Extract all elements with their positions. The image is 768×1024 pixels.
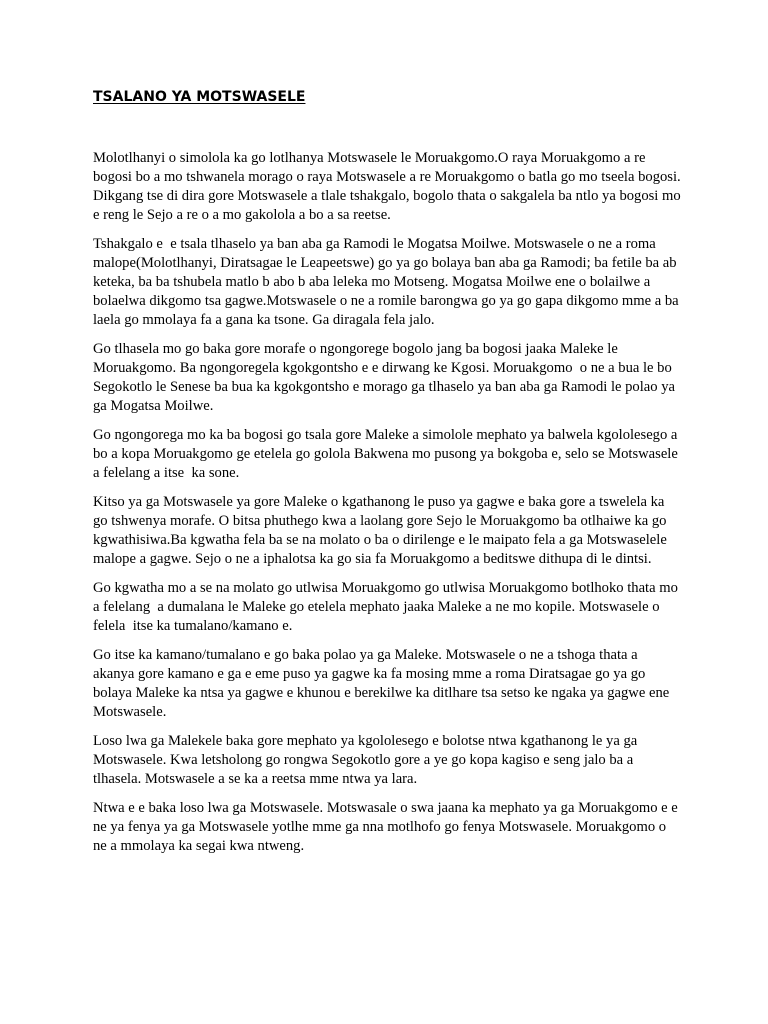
paragraph-2: Tshakgalo e e tsala tlhaselo ya ban aba ga Ramodi le Mogatsa Moilwe. Motswasele o ne a roma malope(Molotlhanyi, Diratsagae le Leapeetswe) go ya go bolaya ban aba ga Ramodi; ba fetile ba ab keteka, ba ba tshubela matlo b abo b aba leleka mo Motseng. Mogatsa Moilwe ene o bolailwe a bolaelwa dikgomo tsa gagwe.Motswasele o ne a romile barongwa go ya go gapa dikgomo mme a ba laela go mmolaya fa a gana ka tsone. Ga diragala fela jalo. xyxy=(93,236,683,328)
document-body xyxy=(93,149,685,866)
paragraph-5: Kitso ya ga Motswasele ya gore Maleke o kgathanong le puso ya gagwe e baka gore a tswelela ka go tshwenya morafe. O bitsa phuthego kwa a laolang gore Sejo le Moruakgomo ba otlhaiwe ka go kgwathisiwa.Ba kgwatha fela ba se na molato o ba o dirilenge e le maipato fela a ga Motswaselele malope a gagwe. Sejo o ne a iphalotsa ka go sia fa Moruakgomo a beditswe dithupa di le dintsi. xyxy=(93,494,671,567)
paragraph-6: Go kgwatha mo a se na molato go utlwisa Moruakgomo go utlwisa Moruakgomo botlhoko thata mo a felelang a dumalana le Maleke go etelela mephato jaaka Maleke a ne mo kopile. Motswasele o felela itse ka tumalano/kamano e. xyxy=(93,580,682,634)
paragraph-8: Loso lwa ga Malekele baka gore mephato ya kgololesego e bolotse ntwa kgathanong le ya ga Motswasele. Kwa letsholong go rongwa Segokotlo gore a ye go kopa kagiso e seng jalo ba a tlhasela. Motswasele a se ka a reetsa mme ntwa ya lara. xyxy=(93,733,641,787)
document-title: TSALANO YA MOTSWASELE xyxy=(93,89,306,105)
paragraph-4: Go ngongorega mo ka ba bogosi go tsala gore Maleke a simolole mephato ya balwela kgololesego a bo a kopa Moruakgomo ge etelela go golola Bakwena mo pusong ya bokgoba e, selo se Motswasele a felelang a itse ka sone. xyxy=(93,427,682,481)
paragraph-9: Ntwa e e baka loso lwa ga Motswasele. Motswasale o swa jaana ka mephato ya ga Moruakgomo e e ne ya fenya ya ga Motswasele yotlhe mme ga nna motlhofo go fenya Motswasele. Moruakgomo o ne a mmolaya ka segai kwa ntweng. xyxy=(93,800,682,854)
paragraph-7: Go itse ka kamano/tumalano e go baka polao ya ga Maleke. Motswasele o ne a tshoga thata a akanya gore kamano e ga e eme puso ya gagwe ka fa mosing mme a roma Diratsagae go ya go bolaya Maleke ka ntsa ya gagwe e khunou e berekilwe ka ditlhare tsa setso ke ngaka ya gagwe ene Motswasele. xyxy=(93,647,673,720)
paragraph-3: Go tlhasela mo go baka gore morafe o ngongorege bogolo jang ba bogosi jaaka Maleke le Moruakgomo. Ba ngongoregela kgokgontsho e e dirwang ke Kgosi. Moruakgomo o ne a bua le bo Segokotlo le Senese ba bua ka kgokgontsho e morago ga tlhaselo ya ban aba ga Ramodi le polao ya ga Mogatsa Moilwe. xyxy=(93,341,679,414)
paragraph-1: Molotlhanyi o simolola ka go lotlhanya Motswasele le Moruakgomo.O raya Moruakgomo a re bogosi bo a mo tshwanela morago o raya Motswasele a re Moruakgomo o batla go mo tseela bogosi. Dikgang tse di dira gore Motswasele a tlale tshakgalo, bogolo thata o sakgalela ba ntlo ya bogosi mo e reng le Sejo a re o a mo gakolola a bo a sa reetse. xyxy=(93,150,685,223)
